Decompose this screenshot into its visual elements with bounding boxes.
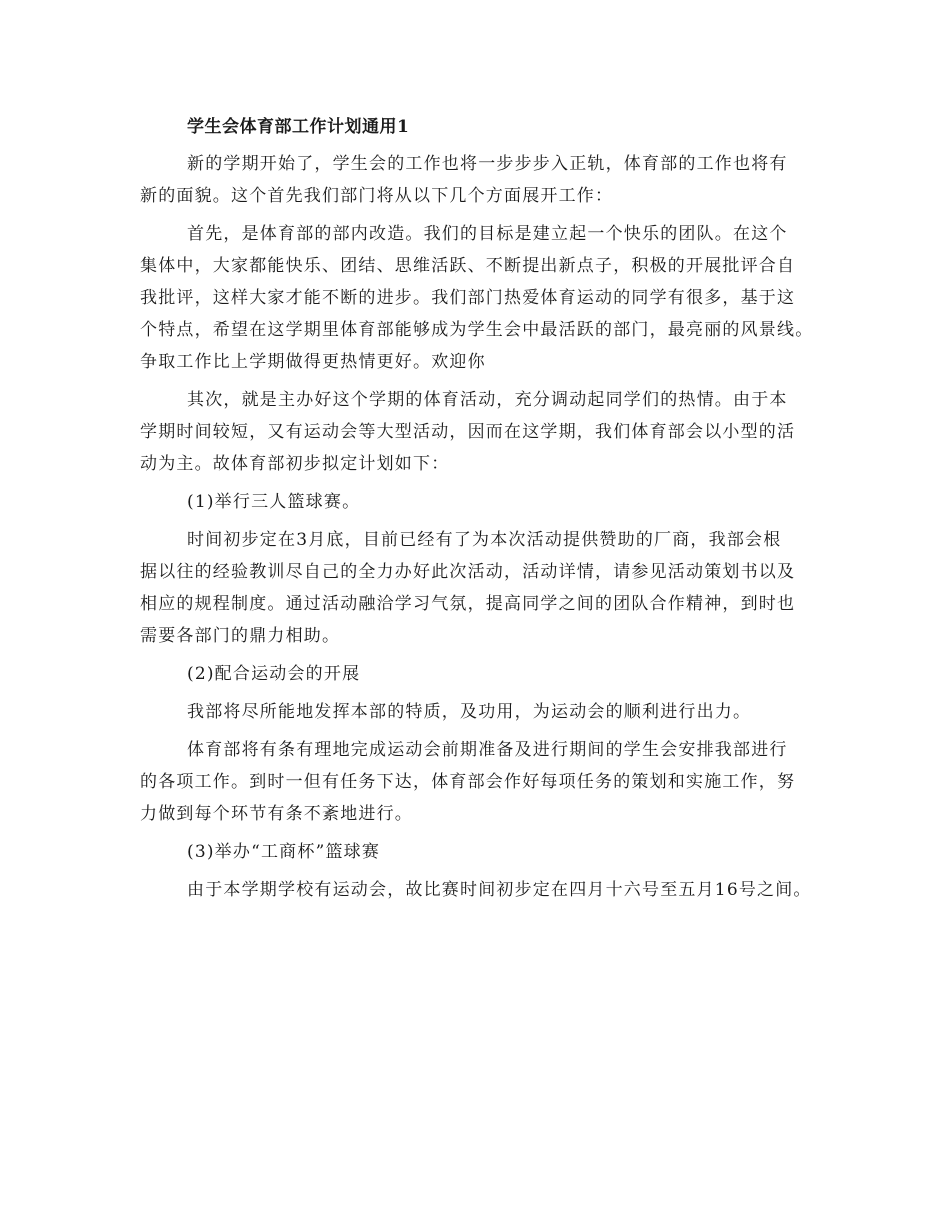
paragraph [140,836,830,868]
paragraph-line: 新的学期开始了，学生会的工作也将一步步步入正轨，体育部的工作也将有 [187,154,788,174]
paragraph-line: 学期时间较短，又有运动会等大型活动，因而在这学期，我们体育部会以小型的活 [140,422,796,442]
paragraph-line: 力做到每个环节有条不紊地进行。 [140,804,413,824]
paragraph-line: 我部将尽所能地发挥本部的特质，及功用，为运动会的顺利进行出力。 [187,702,752,722]
paragraph [140,874,830,906]
paragraph-line: 时间初步定在3月底，目前已经有了为本次活动提供赞助的厂商，我部会根 [187,530,782,550]
document-body [140,112,830,912]
paragraph-line: 体育部将有条有理地完成运动会前期准备及进行期间的学生会安排我部进行 [187,740,788,760]
paragraph-line: 相应的规程制度。通过活动融洽学习气氛，提高同学之间的团队合作精神，到时也 [140,594,796,614]
paragraph-line: 动为主。故体育部初步拟定计划如下： [140,454,450,474]
paragraph [140,384,830,480]
paragraph-line: 据以往的经验教训尽自己的全力办好此次活动，活动详情，请参见活动策划书以及 [140,562,796,582]
paragraph [140,696,830,728]
paragraph [140,148,830,212]
paragraph-line: (1)举行三人篮球赛。 [187,492,361,512]
paragraph-line: 个特点，希望在这学期里体育部能够成为学生会中最活跃的部门，最亮丽的风景线。 [140,320,814,340]
paragraph-line: 由于本学期学校有运动会，故比赛时间初步定在四月十六号至五月16号之间。 [187,880,812,900]
paragraph [140,734,830,830]
paragraph-line: 的各项工作。到时一但有任务下达，体育部会作好每项任务的策划和实施工作，努 [140,772,796,792]
paragraph-line: (3)举办“工商杯”篮球赛 [187,842,381,862]
paragraph-list [140,148,830,906]
paragraph-line: 新的面貌。这个首先我们部门将从以下几个方面展开工作： [140,186,614,206]
paragraph [140,218,830,378]
paragraph-line: 我批评，这样大家才能不断的进步。我们部门热爱体育运动的同学有很多，基于这 [140,288,796,308]
paragraph-line: 集体中，大家都能快乐、团结、思维活跃、不断提出新点子，积极的开展批评合自 [140,256,796,276]
paragraph-line: 需要各部门的鼎力相助。 [140,626,341,646]
paragraph [140,658,830,690]
paragraph [140,486,830,518]
paragraph-line: 其次，就是主办好这个学期的体育活动，充分调动起同学们的热情。由于本 [187,390,788,410]
paragraph-line: (2)配合运动会的开展 [187,664,361,684]
paragraph [140,524,830,652]
document-title: 学生会体育部工作计划通用1 [187,117,410,137]
paragraph-line: 首先，是体育部的部内改造。我们的目标是建立起一个快乐的团队。在这个 [187,224,788,244]
paragraph-line: 争取工作比上学期做得更热情更好。欢迎你 [140,352,486,372]
